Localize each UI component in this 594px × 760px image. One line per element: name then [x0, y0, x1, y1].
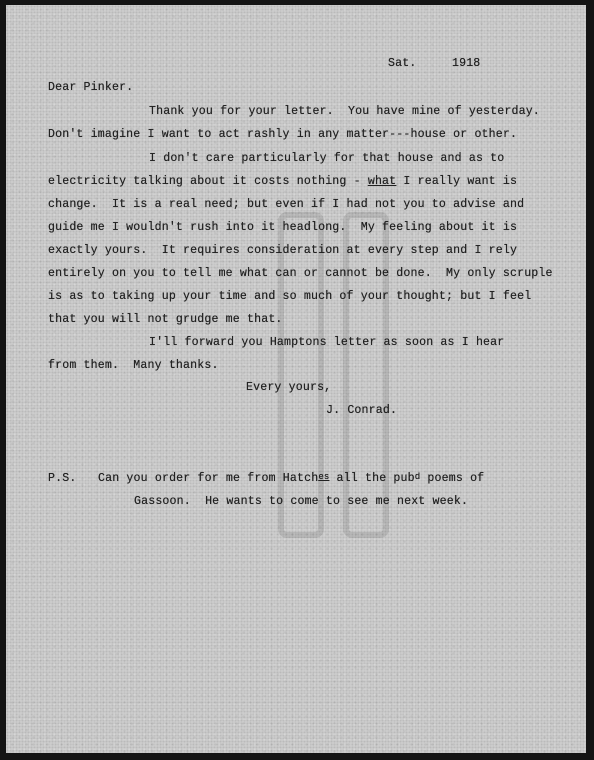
closing: Every yours,: [246, 381, 332, 394]
paragraph-3-line-1: I'll forward you Hamptons letter as soon as I hear: [149, 336, 505, 349]
paragraph-2-line-2: [48, 175, 517, 189]
signature: J. Conrad.: [326, 404, 398, 417]
postscript-line-1-middle: all the pub: [329, 472, 415, 485]
date-year: 1918: [451, 57, 481, 70]
date-line: [388, 57, 480, 71]
paragraph-2-line-2-end: I really want is: [396, 175, 518, 188]
salutation: Dear Pinker.: [48, 81, 134, 94]
paragraph-2-line-4: guide me I wouldn't rush into it headlong. My feeling about it is: [48, 221, 518, 234]
postscript-line-1: [98, 472, 484, 486]
date-day: Sat.: [388, 57, 417, 70]
paragraph-2-line-2-start: electricity talking about it costs nothing -: [48, 175, 368, 188]
paragraph-2-line-1: I don't care particularly for that house and as to: [149, 152, 505, 165]
postscript-line-1-end: poems of: [420, 472, 485, 485]
paragraph-2-line-5: exactly yours. It requires consideration at every step and I rely: [48, 244, 518, 257]
postscript-label: P.S.: [48, 472, 77, 485]
paragraph-1-line-1: Thank you for your letter. You have mine of yesterday.: [149, 105, 540, 118]
postscript-line-1-start: Can you order for me from Hatch: [98, 472, 319, 485]
superscript-es: es: [318, 472, 330, 482]
paragraph-3-line-2: from them. Many thanks.: [48, 359, 219, 372]
paragraph-2-line-7: is as to taking up your time and so much of your thought; but I feel: [48, 290, 532, 303]
paragraph-2-line-8: that you will not grudge me that.: [48, 313, 283, 326]
postscript-line-2: Gassoon. He wants to come to see me next week.: [134, 495, 469, 508]
superscript-d: d: [414, 472, 421, 482]
paragraph-2-line-6: entirely on you to tell me what can or cannot be done. My only scruple: [48, 267, 553, 280]
underlined-word: what: [367, 175, 397, 188]
letter-page: [6, 5, 586, 753]
paragraph-1-line-2: Don't imagine I want to act rashly in any matter---house or other.: [48, 128, 518, 141]
paragraph-2-line-3: change. It is a real need; but even if I had not you to advise and: [48, 198, 525, 211]
